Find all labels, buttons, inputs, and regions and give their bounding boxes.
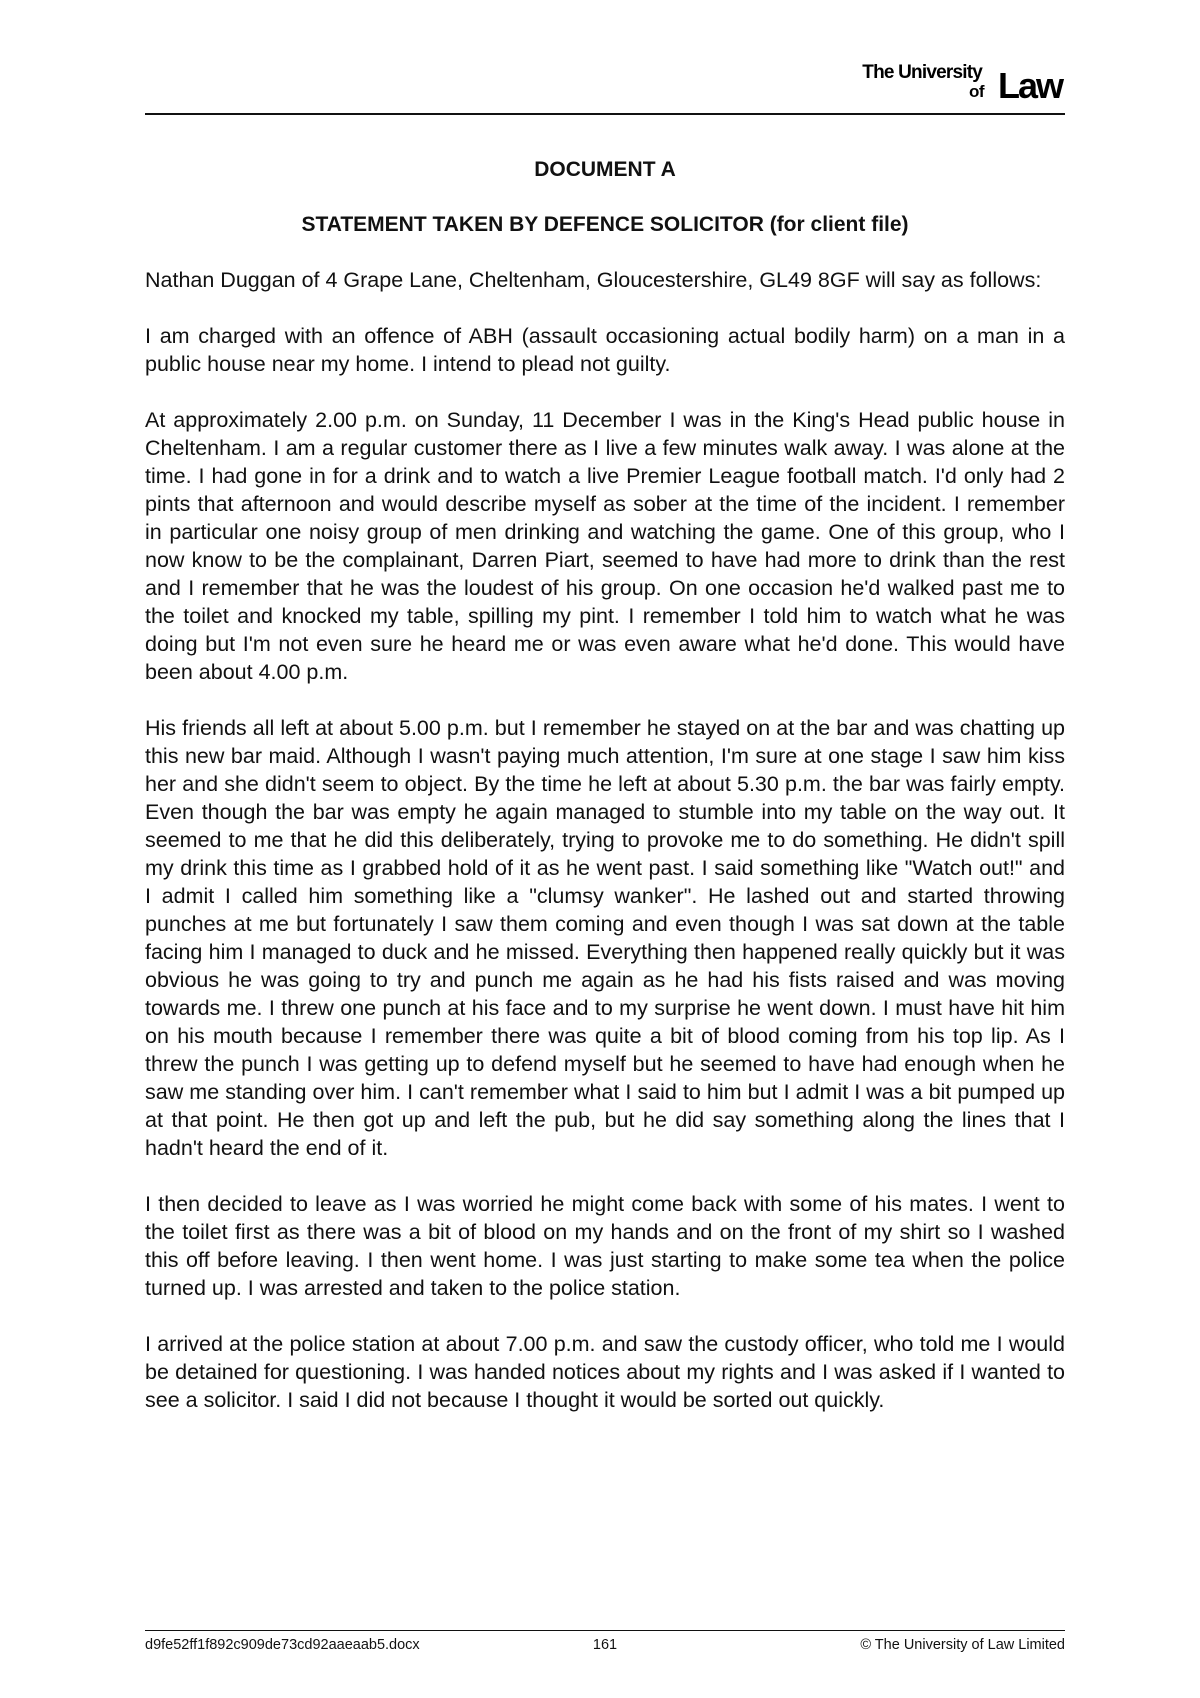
paragraph-pub-afternoon: At approximately 2.00 p.m. on Sunday, 11 December I was in the King's Head public house in Cheltenham. I am a regular customer there as I live a few minutes walk away. I was alone at the time. I had gone in for a drink and to watch a live Premier League football match. I'd only had 2 pints that afternoon and would describe myself as sober at the time of the incident. I remember in particular one noisy group of men drinking and watching the game. One of this group, who I now know to be the complainant, Darren Piart, seemed to have had more to drink than the rest and I remember that he was the loudest of his group. On one occasion he'd walked past me to the toilet and knocked my table, spilling my pint. I remember I told him to watch what he was doing but I'm not even sure he heard me or was even aware what he'd done. This would have been about 4.00 p.m. bbox=[145, 408, 1065, 684]
logo-line-of: of bbox=[968, 82, 984, 101]
paragraph-intro: Nathan Duggan of 4 Grape Lane, Cheltenham, Gloucestershire, GL49 8GF will say as follows: bbox=[145, 268, 1042, 292]
header-divider bbox=[145, 113, 1065, 115]
document-title: DOCUMENT A bbox=[534, 158, 676, 181]
footer-copyright: © The University of Law Limited bbox=[860, 1637, 1065, 1653]
logo-line-university: The University bbox=[862, 62, 982, 83]
footer-divider bbox=[145, 1630, 1065, 1631]
footer-filename: d9fe52ff1f892c909de73cd92aaeaab5.docx bbox=[145, 1637, 420, 1653]
document-subtitle: STATEMENT TAKEN BY DEFENCE SOLICITOR (for client file) bbox=[301, 213, 909, 236]
paragraph-leaving: I then decided to leave as I was worried he might come back with some of his mates. I went to the toilet first as there was a bit of blood on my hands and on the front of my shirt so I washed this off before leaving. I then went home. I was just starting to make some tea when the police turned up. I was arrested and taken to the police station. bbox=[145, 1192, 1065, 1300]
statement-body bbox=[145, 266, 1065, 1442]
paragraph-incident: His friends all left at about 5.00 p.m. but I remember he stayed on at the bar and was chatting up this new bar maid. Although I wasn't paying much attention, I'm sure at one stage I saw him kiss her and she didn't seem to object. By the time he left at about 5.30 p.m. the bar was fairly empty. Even though the bar was empty he again managed to stumble into my table on the way out. It seemed to me that he did this deliberately, trying to provoke me to do something. He didn't spill my drink this time as I grabbed hold of it as he went past. I said something like "Watch out!" and I admit I called him something like a "clumsy wanker". He lashed out and started throwing punches at me but fortunately I saw them coming and even though I was sat down at the table facing him I managed to duck and he missed. Everything then happened really quickly but it was obvious he was going to try and punch me again as he had his fists raised and was moving towards me. I threw one punch at his face and to my surprise he went down. I must have hit him on his mouth because I remember there was quite a bit of blood coming from his top lip. As I threw the punch I was getting up to defend myself but he seemed to have had enough when he saw me standing over him. I can't remember what I said to him but I admit I was a bit pumped up at that point. He then got up and left the pub, but he did say something along the lines that I hadn't heard the end of it. bbox=[145, 716, 1065, 1160]
logo-line-law: Law bbox=[997, 65, 1062, 106]
paragraph-police-station: I arrived at the police station at about 7.00 p.m. and saw the custody officer, who told me I would be detained for questioning. I was handed notices about my rights and I was asked if I wanted to see a solicitor. I said I did not because I thought it would be sorted out quickly. bbox=[145, 1332, 1065, 1412]
paragraph-charge: I am charged with an offence of ABH (assault occasioning actual bodily harm) on a man in a public house near my home. I intend to plead not guilty. bbox=[145, 324, 1065, 376]
university-of-law-logo bbox=[842, 62, 1062, 108]
page-footer bbox=[145, 1637, 1065, 1657]
footer-page-number: 161 bbox=[592, 1637, 618, 1653]
